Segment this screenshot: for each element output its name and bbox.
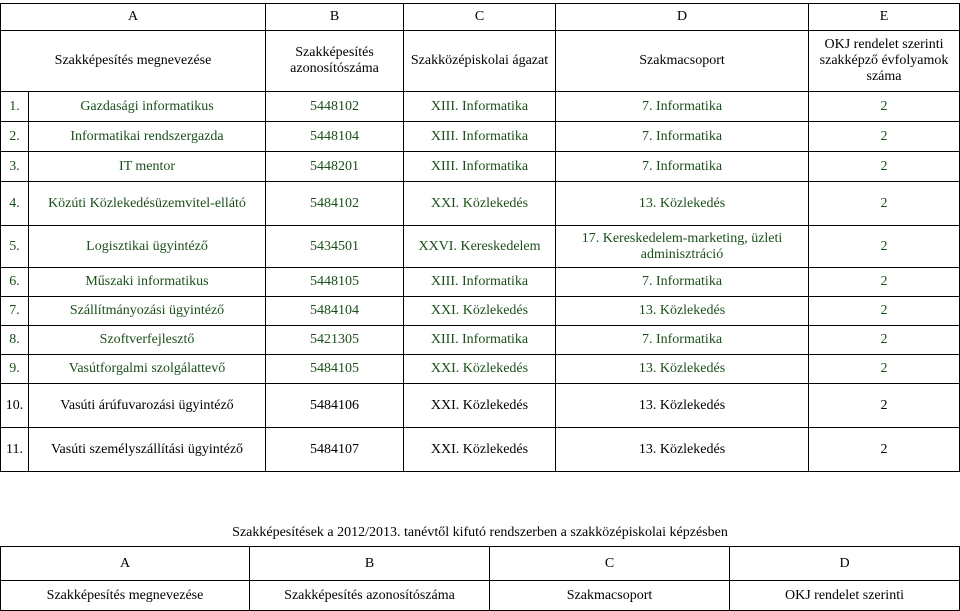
row-name: Közúti Közlekedésüzemvitel-ellátó <box>29 182 266 226</box>
row-name: Műszaki informatikus <box>29 268 266 297</box>
header-okj: OKJ rendelet szerinti <box>730 581 960 611</box>
row-group: 13. Közlekedés <box>556 297 809 326</box>
col-letter-e: E <box>809 4 960 31</box>
header-row <box>1 31 960 92</box>
table-row <box>1 355 960 384</box>
row-years: 2 <box>809 92 960 122</box>
row-number: 3. <box>1 152 29 182</box>
row-code: 5484107 <box>266 428 404 472</box>
row-code: 5448102 <box>266 92 404 122</box>
row-years: 2 <box>809 428 960 472</box>
header-code: Szakképesítés azonosítószáma <box>266 31 404 92</box>
header-group: Szakmacsoport <box>556 31 809 92</box>
row-number: 7. <box>1 297 29 326</box>
table-row <box>1 297 960 326</box>
row-group: 13. Közlekedés <box>556 384 809 428</box>
row-group: 13. Közlekedés <box>556 182 809 226</box>
row-years: 2 <box>809 182 960 226</box>
row-branch: XXI. Közlekedés <box>404 182 556 226</box>
row-group: 13. Közlekedés <box>556 428 809 472</box>
letter-row <box>1 547 960 581</box>
row-code: 5484105 <box>266 355 404 384</box>
col-letter-d: D <box>730 547 960 581</box>
row-code: 5448104 <box>266 122 404 152</box>
row-years: 2 <box>809 297 960 326</box>
header-code: Szakképesítés azonosítószáma <box>250 581 490 611</box>
row-branch: XXI. Közlekedés <box>404 355 556 384</box>
row-group: 7. Informatika <box>556 268 809 297</box>
row-branch: XIII. Informatika <box>404 152 556 182</box>
row-code: 5434501 <box>266 226 404 268</box>
header-row <box>1 581 960 611</box>
row-group: 7. Informatika <box>556 92 809 122</box>
row-number: 9. <box>1 355 29 384</box>
row-code: 5448201 <box>266 152 404 182</box>
row-group: 7. Informatika <box>556 326 809 355</box>
row-number: 2. <box>1 122 29 152</box>
col-letter-b: B <box>266 4 404 31</box>
row-branch: XXVI. Kereskedelem <box>404 226 556 268</box>
table-row <box>1 268 960 297</box>
row-code: 5448105 <box>266 268 404 297</box>
col-letter-c: C <box>490 547 730 581</box>
row-number: 11. <box>1 428 29 472</box>
row-name: Informatikai rendszergazda <box>29 122 266 152</box>
row-name: IT mentor <box>29 152 266 182</box>
table-row <box>1 428 960 472</box>
row-number: 5. <box>1 226 29 268</box>
table-caption: Szakképesítések a 2012/2013. tanévtől kifutó rendszerben a szakközépiskolai képzésben <box>232 525 728 540</box>
header-branch: Szakközépiskolai ágazat <box>404 31 556 92</box>
table-row <box>1 326 960 355</box>
table-row <box>1 182 960 226</box>
row-group: 17. Kereskedelem-marketing, üzleti adminisztráció <box>556 226 809 268</box>
row-name: Szoftverfejlesztő <box>29 326 266 355</box>
row-years: 2 <box>809 355 960 384</box>
row-name: Gazdasági informatikus <box>29 92 266 122</box>
row-years: 2 <box>809 384 960 428</box>
col-letter-a: A <box>1 547 250 581</box>
row-branch: XIII. Informatika <box>404 92 556 122</box>
legacy-courses-table <box>0 546 960 611</box>
table-row <box>1 152 960 182</box>
row-branch: XIII. Informatika <box>404 268 556 297</box>
header-group: Szakmacsoport <box>490 581 730 611</box>
row-years: 2 <box>809 226 960 268</box>
table-row <box>1 122 960 152</box>
row-name: Logisztikai ügyintéző <box>29 226 266 268</box>
row-code: 5484102 <box>266 182 404 226</box>
row-group: 7. Informatika <box>556 152 809 182</box>
row-years: 2 <box>809 326 960 355</box>
row-branch: XIII. Informatika <box>404 326 556 355</box>
row-years: 2 <box>809 268 960 297</box>
row-code: 5484104 <box>266 297 404 326</box>
row-name: Vasúti személyszállítási ügyintéző <box>29 428 266 472</box>
table-row <box>1 92 960 122</box>
row-group: 13. Közlekedés <box>556 355 809 384</box>
row-code: 5421305 <box>266 326 404 355</box>
header-name: Szakképesítés megnevezése <box>1 581 250 611</box>
row-number: 4. <box>1 182 29 226</box>
row-branch: XXI. Közlekedés <box>404 428 556 472</box>
col-letter-b: B <box>250 547 490 581</box>
row-number: 8. <box>1 326 29 355</box>
letter-row <box>1 4 960 31</box>
row-years: 2 <box>809 122 960 152</box>
row-name: Vasútforgalmi szolgálattevő <box>29 355 266 384</box>
row-years: 2 <box>809 152 960 182</box>
header-name: Szakképesítés megnevezése <box>1 31 266 92</box>
row-number: 6. <box>1 268 29 297</box>
row-number: 10. <box>1 384 29 428</box>
row-number: 1. <box>1 92 29 122</box>
col-letter-d: D <box>556 4 809 31</box>
courses-table <box>0 3 960 472</box>
row-code: 5484106 <box>266 384 404 428</box>
row-name: Szállítmányozási ügyintéző <box>29 297 266 326</box>
row-group: 7. Informatika <box>556 122 809 152</box>
table-row <box>1 226 960 268</box>
row-branch: XIII. Informatika <box>404 122 556 152</box>
row-name: Vasúti árúfuvarozási ügyintéző <box>29 384 266 428</box>
header-years: OKJ rendelet szerinti szakképző évfolyamok száma <box>809 31 960 92</box>
col-letter-c: C <box>404 4 556 31</box>
row-branch: XXI. Közlekedés <box>404 384 556 428</box>
col-letter-a: A <box>1 4 266 31</box>
row-branch: XXI. Közlekedés <box>404 297 556 326</box>
table-row <box>1 384 960 428</box>
